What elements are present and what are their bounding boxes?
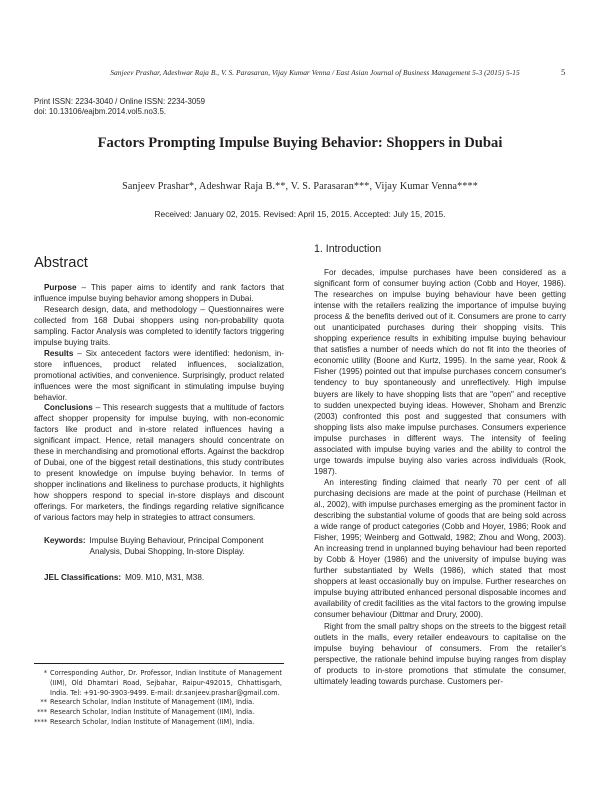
- keywords-label: Keywords:: [44, 535, 86, 545]
- author-list: Sanjeev Prashar*, Adeshwar Raja B.**, V. S. Parasaran***, Vijay Kumar Venna****: [122, 181, 478, 192]
- conclusions-label: Conclusions: [44, 403, 93, 413]
- running-head: Sanjeev Prashar, Adeshwar Raja B., V. S. Parasaran, Vijay Kumar Venna / East Asian Journal of Business Management 5-3 (2015) 5-15: [110, 68, 520, 77]
- purpose-label: Purpose: [44, 283, 77, 292]
- abstract-heading: Abstract: [34, 255, 88, 271]
- footnote: [34, 698, 282, 708]
- intro-paragraph-2: An interesting finding claimed that nearly 70 per cent of all purchasing decisions are made at the point of purchase (Heilman et al., 2002), with impulse purchases emerging as the prominent factor in describing the substantial volume of goods that are being sold across a wide range of product categories (Cobb and Hoyer, 1986; Rook and Fisher, 1995; Weinberg and Gottwald, 1982; Zhou and Wong, 2003). An increasing trend in unplanned buying behaviour had been reported by Cobb & Hoyer (1986) and the university of impulse buying was further substantiated by Wells (1986), which stated that most shoppers at least occasionally buy on impulse. Further researches on impulse buying attributed enhanced personal disposable incomes and availability of credit facilities as the vital factors to the growing impulse consumer behaviour (Dittmar and Drury, 2000).: [314, 477, 566, 620]
- footnotes: [34, 669, 282, 728]
- footnote-mark: ***: [37, 708, 47, 717]
- abstract-purpose: [34, 283, 284, 305]
- footnote-text: Corresponding Author, Dr. Professor, Indian Institute of Management (IIM), Old Dhamtari Road, Sejbahar, Raipur-492015, Chhattisgarh, India. Tel: +91-90-3903-9499. E-mail: dr.sanjeev.prashar@gmail.com.: [50, 669, 282, 697]
- paper-title: Factors Prompting Impulse Buying Behavior: Shoppers in Dubai: [97, 135, 503, 151]
- footnote: [34, 669, 282, 698]
- jel-text: M09. M10, M31, M38.: [125, 572, 205, 582]
- intro-paragraph-1: For decades, impulse purchases have been considered as a significant form of consumer buying action (Cobb and Hoyer, 1986). The researches on impulse buying behaviour have been getting intense with the retailers realizing the importance of impulse buying process & the benefits derived out of it. Consumers are prone to carry out unanticipated purchases during their shopping visits. This shopping experience results in exhibiting impulse buying behaviour that satisfies a number of needs which do not fit into the theories of economic utility (Boone and Kurtz, 1995). In the same year, Rook & Fisher (1995) pointed out that impulse purchases concern consumer's tendency to buy spontaneously and unreflectively. High impulse buyers are likely to have shopping lists that are "open" and receptive to sudden unexpected buying ideas. However, Shoham and Brenzic (2003) confronted this post and suggested that consumers with shopping lists also make impulse purchases. Consumers experience impulse purchases in different ways. The intensity of feeling associated with impulse buying varies and the ability to control the urge towards impulse buying also varies across individuals (Rook, 1987).: [314, 268, 566, 476]
- abstract-conclusions: [34, 403, 284, 523]
- keywords-text: Impulse Buying Behaviour, Principal Component Analysis, Dubai Shopping, In-store Display.: [89, 535, 264, 556]
- doi-line: doi: 10.13106/eajbm.2014.vol5.no3.5.: [34, 107, 167, 117]
- footnote-text: Research Scholar, Indian Institute of Management (IIM), India.: [50, 698, 255, 707]
- received-dates: Received: January 02, 2015. Revised: April 15, 2015. Accepted: July 15, 2015.: [154, 209, 446, 219]
- jel-classifications: [34, 573, 284, 582]
- right-column: [314, 243, 566, 687]
- results-label: Results: [44, 348, 74, 358]
- purpose-text: – This paper aims to identify and rank factors that influence impulse buying behavior among shoppers in Dubai.: [34, 283, 284, 303]
- issn-block: [34, 97, 205, 118]
- intro-paragraph-3: Right from the small paltry shops on the streets to the biggest retail outlets in the malls, every retailer endeavours to capitalise on the impulse buying behaviour of consumers. From the retailer's perspective, the rationale behind impulse buying ranges from display of products to in-store promotions that stimulate the consumer, ultimately leading towards purchase. Customers per-: [314, 621, 566, 686]
- footnote-mark: *: [43, 669, 47, 677]
- footnote-text: Research Scholar, Indian Institute of Management (IIM), India.: [50, 717, 255, 726]
- spacer: [34, 524, 284, 536]
- footnote-rule: [34, 663, 284, 664]
- abstract-design: Research design, data, and methodology – Questionnaires were collected from 168 Dubai shoppers using non-probability quota sampling. Factor Analysis was completed to identify factors triggering impulse buying traits.: [34, 304, 284, 347]
- footnote: [34, 718, 282, 728]
- keywords: [34, 536, 284, 558]
- introduction-heading: 1. Introduction: [314, 243, 382, 255]
- jel-label: JEL Classifications:: [44, 572, 122, 582]
- results-text: – Six antecedent factors were identified: hedonism, in-store influences, product related influences, socialization, promotional activities, and convenience. Surprisingly, product related influences were the most significant in stimulating impulse buying behavior.: [34, 348, 284, 402]
- conclusions-text: – This research suggests that a multitude of factors affect shopper propensity for impulse buying, with non-economic factors like product and in-store related influences having a significant impact. Hence, retail managers should concentrate on these in merchandising and promotional efforts. Against the backdrop of Dubai, one of the biggest retail destinations, this study contributes to present knowledge on impulse buying behavior. In terms of shopper inclinations and likeliness to purchase products, it highlights how shoppers respond to special in-store displays and discount offerings. For marketers, the findings regarding relative significance of various factors may help in strategies to attract consumers.: [34, 403, 284, 523]
- page-number: 5: [561, 67, 566, 77]
- issn-line: Print ISSN: 2234-3040 / Online ISSN: 2234-3059: [34, 97, 206, 106]
- footnote-mark: ****: [34, 717, 48, 726]
- abstract-results: [34, 349, 284, 404]
- footnote-mark: **: [40, 698, 47, 707]
- left-column: [34, 255, 284, 582]
- footnote: [34, 708, 282, 718]
- footnote-text: Research Scholar, Indian Institute of Management (IIM), India.: [50, 708, 255, 717]
